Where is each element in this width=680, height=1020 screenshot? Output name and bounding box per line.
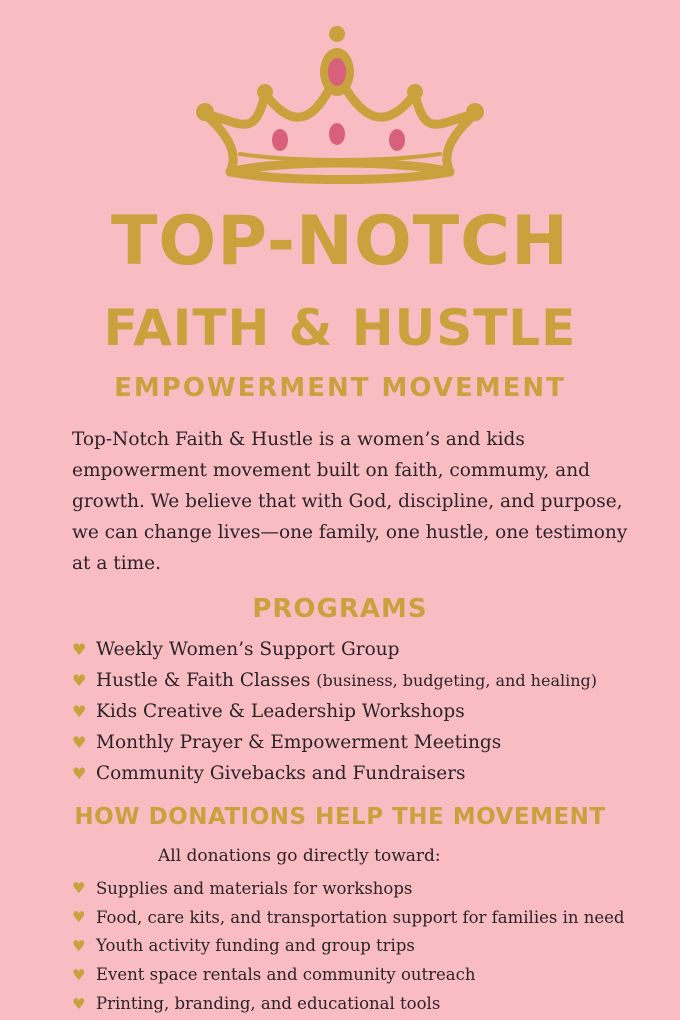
programs-heading: PROGRAMS (252, 594, 428, 624)
donation-label: Food, care kits, and transportation support for families in need (96, 907, 625, 927)
intro-paragraph: Top-Notch Faith & Hustle is a women’s and kids empowerment movement built on faith, commumy, and growth. We believe that with God, discipline, and purpose, we can change lives—one family, one hustle, one testimony at a time. (72, 429, 628, 574)
program-label: Community Givebacks and Fundraisers (96, 763, 466, 784)
heart-icon: ♥ (72, 965, 86, 984)
program-label: Monthly Prayer & Empowerment Meetings (96, 732, 502, 753)
donations-list (72, 874, 672, 1018)
program-detail: (business, budgeting, and healing) (316, 671, 598, 690)
title-line-2: FAITH & HUSTLE (103, 299, 577, 357)
list-item (72, 932, 672, 961)
heart-icon: ♥ (72, 733, 87, 752)
donations-intro: All donations go directly toward: (158, 846, 441, 866)
program-label: Hustle & Faith Classes (business, budgeting, and healing) (96, 670, 598, 691)
list-item (72, 696, 672, 727)
heart-icon: ♥ (72, 936, 86, 955)
program-label: Kids Creative & Leadership Workshops (96, 701, 465, 722)
list-item (72, 727, 672, 758)
list-item (72, 903, 672, 932)
heart-icon: ♥ (72, 671, 87, 690)
list-item (72, 960, 672, 989)
title-line-1: TOP-NOTCH (111, 202, 569, 281)
donations-heading: HOW DONATIONS HELP THE MOVEMENT (74, 804, 606, 830)
subtitle: EMPOWERMENT MOVEMENT (114, 373, 566, 403)
heart-icon: ♥ (72, 702, 87, 721)
list-item (72, 758, 672, 789)
heart-icon: ♥ (72, 879, 86, 898)
heart-icon: ♥ (72, 640, 87, 659)
list-item (72, 665, 672, 696)
donation-label: Event space rentals and community outreach (96, 965, 476, 985)
list-item (72, 634, 672, 665)
list-item (72, 989, 672, 1018)
donation-label: Youth activity funding and group trips (96, 936, 415, 956)
program-label: Weekly Women’s Support Group (96, 639, 400, 660)
programs-list (72, 634, 672, 789)
list-item (72, 874, 672, 903)
donation-label: Supplies and materials for workshops (96, 878, 413, 898)
heart-icon: ♥ (72, 908, 86, 927)
donation-label: Printing, branding, and educational tools (96, 994, 441, 1014)
heart-icon: ♥ (72, 764, 87, 783)
crown-icon (185, 22, 495, 194)
heart-icon: ♥ (72, 994, 86, 1013)
